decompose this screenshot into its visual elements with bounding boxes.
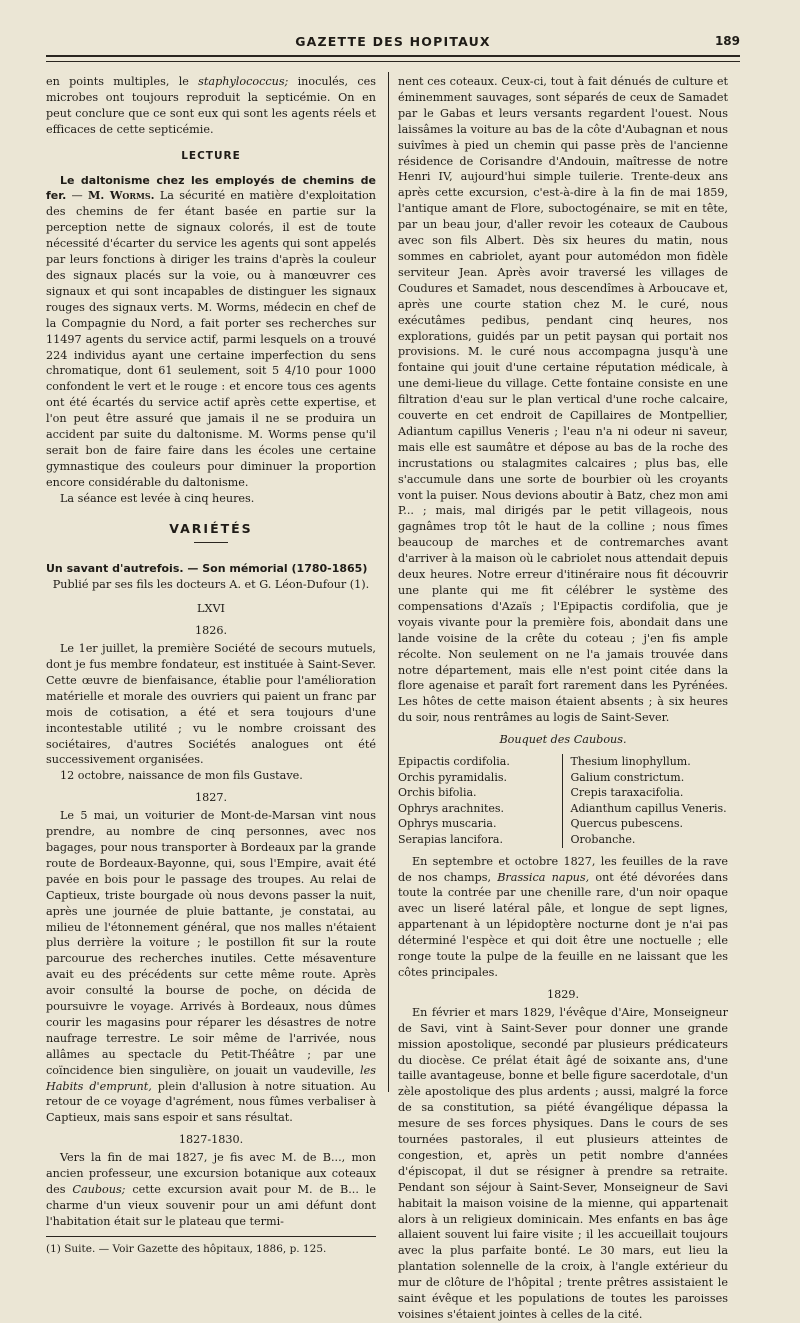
text-run: cette excursion avait pour M. de B... le charme d'un vieux souvenir pour un ami défunt dont l'habitation était sur le plateau que termi- <box>46 1183 376 1228</box>
year-heading-1827: 1827. <box>194 791 228 805</box>
daltonism-title: Le daltonisme chez les employés de chemins de fer. <box>46 173 376 203</box>
italic-run: staphylococcus; <box>198 75 289 88</box>
plant-list-left <box>398 754 562 848</box>
running-header <box>46 28 740 50</box>
section-rule <box>194 542 228 543</box>
article-byline: Publié par ses fils les docteurs A. et G. Léon-Dufour (1). <box>52 578 370 592</box>
article-title: Un savant d'autrefois. — Son mémorial (1780-1865) <box>46 562 368 576</box>
caubous-paragraph: nent ces coteaux. Ceux-ci, tout à fait dénués de culture et éminemment sauvages, sont séparés de ceux de Samadet par le Gabas et leurs versants regardent l'ouest. Nous laissâmes la voiture au bas de la côte d'Aubagnan et nous suivîmes à pied un chemin qui passe près de l'ancienne résidence de Corisandre d'Andouin, maîtresse de notre Henri IV, aujourd'hui simple tuilerie. Trente-deux ans après cette excursion, c'est-à-dire à la fin de mai 1859, l'antique amant de Flore, suboctogénaire, se mit en tête, par un beau jour, d'aller revoir les coteaux de Caubous avec son fils Albert. Dès six heures du matin, nous sommes en cabriolet, ayant pour automédon mon fidèle serviteur Jean. Après avoir traversé les villages de Coudures et Samadet, nous descendîmes à Arboucave et, après une courte station chez M. le curé, nous exécutâmes pedibus, pendant cinq heures, nos explorations, guidés par un petit paysan qui portait nos provisions. M. le curé nous accompagna jusqu'à une fontaine qui jouit d'une certaine réputation médicale, à une demi-lieue du village. Cette fontaine consiste en une filtration d'eau sur le plan vertical d'une roche calcaire, couverte en cet endroit de Capillaires de Montpellier, Adiantum capillus Veneris ; l'eau n'a ni odeur ni saveur, mais elle est saumâtre et dépose au bas de la roche des incrustations ou stalagmites calcaires ; plus bas, elle s'accumule dans une sorte de bourbier où les croyants vont la puiser. Nous devions aboutir à Batz, chez mon ami P... ; mais, mal dirigés par le petit villageois, nous gagnâmes trop tôt le haut de la colline ; nous fîmes beaucoup de marches et de contremarches avant d'arriver à la maison où le cabriolet nous attendait depuis deux heures. Notre erreur d'itinéraire nous fit découvrir une plante qui me fit célébrer le système des compensations d'Azaïs ; l'Epipactis cordifolia, que je voyais vivante pour la première fois, abondait dans une lande voisine de la crête du coteau ; j'en fis ample récolte. Non seulement on ne l'a jamais trouvée dans notre département, mais elle n'est point citée dans la flore agenaise et paraît fort rarement dans les Pyrénées. Les hôtes de cette maison étaient absents ; à six heures du soir, nous rentrâmes au logis de Saint-Sever. <box>398 75 728 725</box>
chapter-number: LXVI <box>197 602 225 616</box>
text-run: ont été dévorées dans toute la contrée par une chenille rare, d'un noir opaque avec un liseré latéral pâle, et longue de sept lignes, appartenant à un lépidoptère nocturne dont je n'ai pas déterminé l'espèce et qui doit être une noctuelle ; elle ronge toute la pulpe de la feuille en ne laissant que les côtes principales. <box>398 870 728 979</box>
left-column <box>46 74 376 1258</box>
daltonism-author: M. Worms. <box>87 188 155 203</box>
header-rule-thick <box>46 55 740 57</box>
paragraph-1827-1830 <box>46 1150 376 1230</box>
plant-item: Epipactis cordifolia. <box>398 755 510 769</box>
daltonism-paragraph: Le daltonisme chez les employés de chemins de fer. — M. Worms. La sécurité en matière d'exploitation des chemins de fer étant basée en partie sur la perception nette de signaux colorés, il est de toute nécessité d'écarter du service les agents qui sont appelés par leurs fonctions à diriger les trains d'après la couleur des signaux placés sur la voie, ou à manœuvrer ces signaux et qui sont incapables de distinguer les signaux rouges des signaux verts. M. Worms, médecin en chef de la Compagnie du Nord, a fait porter ses recherches sur 11497 agents du service actif, parmi lesquels on a trouvé 224 individus ayant une certaine imperfection du sens chromatique, dont 61 seulement, soit 5 4/10 pour 1000 confondent le vert et le rouge : et encore tous ces agents ont été écartés du service actif après cette expertise, et l'on peut être assuré que jamais il ne se produira un accident par suite du daltonisme. M. Worms pense qu'il serait bon de faire faire dans les écoles une certaine gymnastique des couleurs pour diminuer la proportion encore considérable du daltonisme. <box>46 173 376 489</box>
septicemia-paragraph <box>46 74 376 138</box>
daltonism-body: La sécurité en matière d'exploitation des chemins de fer étant basée en partie sur la perception nette de signaux colorés, il est de toute nécessité d'écarter du service les agents qui sont appelés par leurs fonctions à diriger les trains d'après la couleur des signaux placés sur la voie, ou à manœuvrer ces signaux et qui sont incapables de distinguer les signaux rouges des signaux verts. M. Worms, médecin en chef de la Compagnie du Nord, a fait porter ses recherches sur 11497 agents du service actif, parmi lesquels on a trouvé 224 individus ayant une certaine imperfection du sens chromatique, dont 61 seulement, soit 5 4/10 pour 1000 confondent le vert et le rouge : et encore tous ces agents ont été écartés du service actif après cette expertise, et l'on peut être assuré que jamais il ne se produira un accident par suite du daltonisme. M. Worms pense qu'il serait bon de faire faire dans les écoles une certaine gymnastique des couleurs pour diminuer la proportion encore considérable du daltonisme. <box>46 189 376 489</box>
paragraph-1826-birth: 12 octobre, naissance de mon fils Gustave. <box>60 769 303 783</box>
column-divider <box>388 72 389 1092</box>
plant-list <box>398 754 728 848</box>
plant-list-right <box>562 754 729 848</box>
italic-run: Caubous; <box>72 1183 126 1196</box>
plant-item: Ophrys arachnites. <box>398 801 505 815</box>
italic-run: Brassica napus, <box>497 870 590 884</box>
seance-closing: La séance est levée à cinq heures. <box>60 491 255 505</box>
journal-title: GAZETTE DES HOPITAUX <box>295 34 491 49</box>
paragraph-1827 <box>46 808 376 1126</box>
footnote: (1) Suite. — Voir Gazette des hôpitaux, 1886, p. 125. <box>46 1242 327 1255</box>
plant-item: Galium constrictum. <box>570 770 685 784</box>
plant-item: Serapias lancifora. <box>398 833 503 847</box>
text-run: plein d'allusion à notre situation. Au retour de ce voyage d'agrément, nous fûmes verbaliser à Captieux, mais sans espoir et sans résultat. <box>46 1079 376 1125</box>
year-heading-1829: 1829. <box>546 987 580 1001</box>
plant-item: Orchis bifolia. <box>398 786 477 800</box>
text-run: En septembre et octobre 1827, les feuilles de la rave de nos champs, <box>398 854 728 884</box>
text-run: Vers la fin de mai 1827, je fis avec M. de B..., mon ancien professeur, une excursion botanique aux coteaux des <box>46 1151 376 1196</box>
paragraph-1829: En février et mars 1829, l'évêque d'Aire, Monseigneur de Savi, vint à Saint-Sever pour donner une grande mission apostolique, secondé par plusieurs prédicateurs du diocèse. Ce prélat était âgé de soixante ans, d'une taille avantageuse, bonne et belle figure sacerdotale, d'un zèle apostolique des plus ardents ; aussi, malgré la force de sa constitution, sa piété évangélique dépassa la mesure de ses forces physiques. Dans le cours de ses tournées pastorales, il eut plusieurs atteintes de congestion, et, après un petit nombre d'années d'épiscopat, il dut se résigner à prendre sa retraite. Pendant son séjour à Saint-Sever, Monseigneur de Savi habitait la maison voisine de la mienne, qui appartenait alors à un religieux dominicain. Mes enfants en bas âge allaient souvent lui faire visite ; il les accueillait toujours avec la plus parfaite bonté. Le 30 mars, eut lieu la plantation solennelle de la croix, à l'angle extérieur du mur de clôture de l'hôpital ; trente prêtres assistaient le saint évêque et les populations de toutes les paroisses voisines s'étaient jointes à celles de la cité. <box>398 1005 728 1321</box>
year-heading-1827-1830: 1827-1830. <box>178 1133 244 1147</box>
plant-item: Crepis taraxacifolia. <box>570 786 684 800</box>
text-run: inoculés, ces microbes ont toujours reproduit la septicémie. On en peut conclure que ce sont eux qui sont les agents réels et efficaces de cette septicémie. <box>46 75 376 136</box>
text-run: Le 5 mai, un voiturier de Mont-de-Marsan vint nous prendre, au nombre de cinq personnes, avec nos bagages, pour nous transporter à Bordeaux par la grande route de Bordeaux-Bayonne, qui, sous l'Empire, avait été pavée en bois pour le passage des troupes. Au relai de Captieux, triste bourgade où nous devons passer la nuit, après une journée de pluie battante, je constatai, au milieu de l'étonnement général, que nos malles n'étaient plus derrière la voiture ; le postillon fit sur la route parcourue des recherches inutiles. Cette mésaventure avait eu des précédents sur cette même route. Après avoir consulté la bourse de poche, on décida de poursuivre le voyage. Arrivés à Bordeaux, nous dûmes courir les magasins pour réparer les désastres de notre naufrage terrestre. Le soir même de l'arrivée, nous allâmes au spectacle du Petit-Théâtre ; par une coïncidence bien singulière, on jouait un vaudeville, <box>46 809 376 1077</box>
plant-item: Ophrys muscaria. <box>398 817 497 831</box>
varietes-heading: VARIÉTÉS <box>169 520 253 536</box>
page-number: 189 <box>714 34 740 48</box>
paragraph-1826: Le 1er juillet, la première Société de secours mutuels, dont je fus membre fondateur, est instituée à Saint-Sever. Cette œuvre de bienfaisance, établie pour l'amélioration matérielle et morale des ouvriers qui paient un franc par mois de cotisation, a été et sera toujours d'une incontestable utilité ; vu le nombre croissant des sociétaires, d'autres Sociétés analogues ont été successivement organisées. <box>46 642 376 767</box>
plant-item: Orchis pyramidalis. <box>398 770 507 784</box>
caterpillar-paragraph <box>398 854 728 981</box>
plant-item: Adianthum capillus Veneris. <box>570 801 727 815</box>
plant-item: Quercus pubescens. <box>570 817 683 831</box>
text-run: en points multiples, le <box>46 75 199 88</box>
bouquet-caption: Bouquet des Caubous. <box>499 733 627 747</box>
year-heading-1826: 1826. <box>194 624 228 638</box>
right-column <box>398 74 728 1323</box>
italic-run: les Habits d'emprunt, <box>46 1063 376 1093</box>
lecture-heading: LECTURE <box>181 149 241 162</box>
plant-item: Thesium linophyllum. <box>570 755 691 769</box>
footnote-rule <box>46 1236 376 1237</box>
plant-item: Orobanche. <box>570 833 636 847</box>
header-rule-thin <box>46 61 740 62</box>
